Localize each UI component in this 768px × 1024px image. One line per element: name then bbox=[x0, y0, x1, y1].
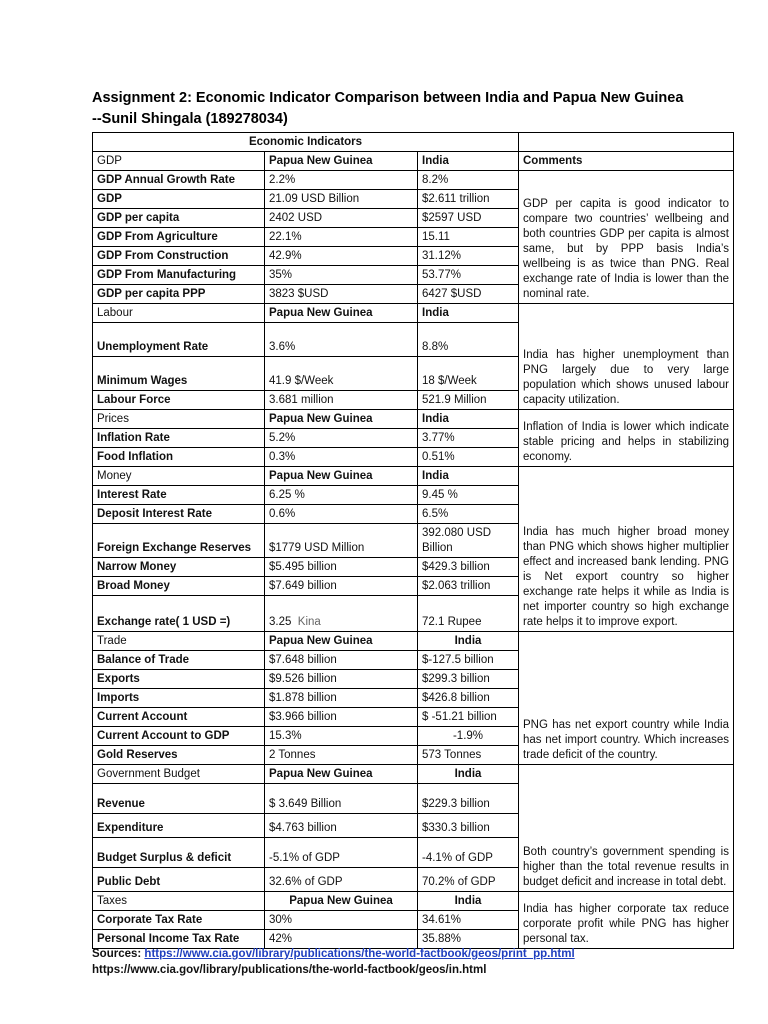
section-header-labour bbox=[93, 304, 734, 323]
economic-indicators-header: Economic Indicators bbox=[93, 133, 519, 152]
row-label: Revenue bbox=[93, 784, 265, 814]
comment-taxes: India has higher corporate tax reduce corporate profit while PNG has higher personal tax. bbox=[519, 892, 734, 949]
png-value bbox=[265, 596, 418, 632]
comment-gdp: GDP per capita is good indicator to compare two countries’ wellbeing and both countries GDP per capita is almost same, but by PPP basis India’s wellbeing is as twice than PNG. Real exchange rate of India is lower than the nominal rate. bbox=[519, 171, 734, 304]
png-header: Papua New Guinea bbox=[265, 467, 418, 486]
row-label: GDP From Agriculture bbox=[93, 228, 265, 247]
sources-block bbox=[92, 946, 752, 978]
row-label: Corporate Tax Rate bbox=[93, 911, 265, 930]
row-label: Deposit Interest Rate bbox=[93, 505, 265, 524]
section-header-money bbox=[93, 467, 734, 486]
india-value: 8.2% bbox=[418, 171, 519, 190]
india-value: 72.1 Rupee bbox=[418, 596, 519, 632]
png-value: 3.6% bbox=[265, 323, 418, 357]
png-header: Papua New Guinea bbox=[265, 892, 418, 911]
row-label: Current Account bbox=[93, 708, 265, 727]
row-label: Balance of Trade bbox=[93, 651, 265, 670]
india-value: 3.77% bbox=[418, 429, 519, 448]
row-label: Interest Rate bbox=[93, 486, 265, 505]
row-label: GDP bbox=[93, 190, 265, 209]
comment-labour: India has higher unemployment than PNG largely due to very large population which shows unused labour capacity utilization. bbox=[519, 304, 734, 410]
png-value: 32.6% of GDP bbox=[265, 868, 418, 892]
png-value: $4.763 billion bbox=[265, 814, 418, 838]
png-value: 22.1% bbox=[265, 228, 418, 247]
document-title: Assignment 2: Economic Indicator Comparison between India and Papua New Guinea --Sunil Shingala (189278034) bbox=[92, 90, 684, 127]
row-label: Public Debt bbox=[93, 868, 265, 892]
png-value: 2402 USD bbox=[265, 209, 418, 228]
india-value: 521.9 Million bbox=[418, 391, 519, 410]
india-value: -4.1% of GDP bbox=[418, 838, 519, 868]
india-header: India bbox=[418, 765, 519, 784]
png-value: 42.9% bbox=[265, 247, 418, 266]
png-header: Papua New Guinea bbox=[265, 410, 418, 429]
png-value: 5.2% bbox=[265, 429, 418, 448]
india-value: 6427 $USD bbox=[418, 285, 519, 304]
row-label: Narrow Money bbox=[93, 558, 265, 577]
png-value: 2.2% bbox=[265, 171, 418, 190]
row-label: Exports bbox=[93, 670, 265, 689]
india-value: 35.88% bbox=[418, 930, 519, 949]
png-value: $9.526 billion bbox=[265, 670, 418, 689]
section-label-labour: Labour bbox=[93, 304, 265, 323]
png-header: Papua New Guinea bbox=[265, 152, 418, 171]
india-value: 31.12% bbox=[418, 247, 519, 266]
row-label: GDP From Manufacturing bbox=[93, 266, 265, 285]
table-row bbox=[93, 171, 734, 190]
section-label-trade: Trade bbox=[93, 632, 265, 651]
row-label: Gold Reserves bbox=[93, 746, 265, 765]
section-header-gdp bbox=[93, 152, 734, 171]
row-label: Unemployment Rate bbox=[93, 323, 265, 357]
png-value: 21.09 USD Billion bbox=[265, 190, 418, 209]
row-label: Minimum Wages bbox=[93, 357, 265, 391]
india-value: 0.51% bbox=[418, 448, 519, 467]
india-value: 34.61% bbox=[418, 911, 519, 930]
india-value: $2.063 trillion bbox=[418, 577, 519, 596]
comment-prices: Inflation of India is lower which indicate stable pricing and helps in stabilizing economy. bbox=[519, 410, 734, 467]
png-value: $1.878 billion bbox=[265, 689, 418, 708]
section-label-gdp: GDP bbox=[93, 152, 265, 171]
png-value: $3.966 billion bbox=[265, 708, 418, 727]
india-header: India bbox=[418, 632, 519, 651]
png-currency-unit: Kina bbox=[297, 616, 321, 628]
png-value: 0.3% bbox=[265, 448, 418, 467]
india-value: $229.3 billion bbox=[418, 784, 519, 814]
india-value: 18 $/Week bbox=[418, 357, 519, 391]
png-value: 41.9 $/Week bbox=[265, 357, 418, 391]
png-value: $7.649 billion bbox=[265, 577, 418, 596]
section-label-prices: Prices bbox=[93, 410, 265, 429]
png-value: $ 3.649 Billion bbox=[265, 784, 418, 814]
comments-header: Comments bbox=[519, 152, 734, 171]
india-value: $-127.5 billion bbox=[418, 651, 519, 670]
india-value: $2.611 trillion bbox=[418, 190, 519, 209]
india-value: 8.8% bbox=[418, 323, 519, 357]
india-value: 53.77% bbox=[418, 266, 519, 285]
india-header: India bbox=[418, 304, 519, 323]
india-value: 392.080 USD Billion bbox=[418, 524, 519, 558]
row-label: Personal Income Tax Rate bbox=[93, 930, 265, 949]
png-value: -5.1% of GDP bbox=[265, 838, 418, 868]
section-label-money: Money bbox=[93, 467, 265, 486]
sources-line-1 bbox=[92, 946, 752, 962]
png-value: 3823 $USD bbox=[265, 285, 418, 304]
india-value: $429.3 billion bbox=[418, 558, 519, 577]
png-value: 3.681 million bbox=[265, 391, 418, 410]
row-label: Labour Force bbox=[93, 391, 265, 410]
row-label: Food Inflation bbox=[93, 448, 265, 467]
india-value: 70.2% of GDP bbox=[418, 868, 519, 892]
india-header: India bbox=[418, 152, 519, 171]
row-label: Budget Surplus & deficit bbox=[93, 838, 265, 868]
comment-trade: PNG has net export country while India has net import country. Which increases trade deficit of the country. bbox=[519, 632, 734, 765]
section-header-budget bbox=[93, 765, 734, 784]
png-value: 42% bbox=[265, 930, 418, 949]
png-header: Papua New Guinea bbox=[265, 632, 418, 651]
row-label: GDP Annual Growth Rate bbox=[93, 171, 265, 190]
png-header: Papua New Guinea bbox=[265, 304, 418, 323]
section-label-budget: Government Budget bbox=[93, 765, 265, 784]
row-label: Foreign Exchange Reserves bbox=[93, 524, 265, 558]
source-link-png[interactable]: https://www.cia.gov/library/publications/the-world-factbook/geos/print_pp.html bbox=[144, 948, 575, 960]
row-label: Inflation Rate bbox=[93, 429, 265, 448]
section-header-taxes bbox=[93, 892, 734, 911]
india-value: 6.5% bbox=[418, 505, 519, 524]
row-label: GDP per capita PPP bbox=[93, 285, 265, 304]
india-header: India bbox=[418, 892, 519, 911]
png-value: $1779 USD Million bbox=[265, 524, 418, 558]
india-value: $299.3 billion bbox=[418, 670, 519, 689]
india-value: -1.9% bbox=[418, 727, 519, 746]
png-value: $7.648 billion bbox=[265, 651, 418, 670]
row-label: Exchange rate( 1 USD =) bbox=[93, 596, 265, 632]
india-value: 573 Tonnes bbox=[418, 746, 519, 765]
png-value: 0.6% bbox=[265, 505, 418, 524]
png-value: 2 Tonnes bbox=[265, 746, 418, 765]
row-label: Current Account to GDP bbox=[93, 727, 265, 746]
india-header: India bbox=[418, 410, 519, 429]
india-value: $ -51.21 billion bbox=[418, 708, 519, 727]
row-label: Expenditure bbox=[93, 814, 265, 838]
india-value: $330.3 billion bbox=[418, 814, 519, 838]
section-header-trade bbox=[93, 632, 734, 651]
png-value: 35% bbox=[265, 266, 418, 285]
row-label: Broad Money bbox=[93, 577, 265, 596]
png-value: 15.3% bbox=[265, 727, 418, 746]
sources-label: Sources: bbox=[92, 948, 142, 960]
row-label: GDP From Construction bbox=[93, 247, 265, 266]
row-label: Imports bbox=[93, 689, 265, 708]
png-value: 6.25 % bbox=[265, 486, 418, 505]
comment-budget: Both country’s government spending is higher than the total revenue results in budget deficit and increase in total debt. bbox=[519, 765, 734, 892]
india-value: 9.45 % bbox=[418, 486, 519, 505]
india-value: $426.8 billion bbox=[418, 689, 519, 708]
png-exchange-value: 3.25 bbox=[269, 616, 292, 628]
india-value: $2597 USD bbox=[418, 209, 519, 228]
png-header: Papua New Guinea bbox=[265, 765, 418, 784]
economic-indicators-table bbox=[92, 132, 734, 949]
row-label: GDP per capita bbox=[93, 209, 265, 228]
png-value: $5.495 billion bbox=[265, 558, 418, 577]
png-value: 30% bbox=[265, 911, 418, 930]
india-value: 15.11 bbox=[418, 228, 519, 247]
sources-line-2: https://www.cia.gov/library/publications/the-world-factbook/geos/in.html bbox=[92, 964, 487, 976]
section-label-taxes: Taxes bbox=[93, 892, 265, 911]
section-header-prices bbox=[93, 410, 734, 429]
india-header: India bbox=[418, 467, 519, 486]
table-header-row bbox=[93, 133, 734, 152]
comment-money: India has much higher broad money than PNG which shows higher multiplier effect and increased bank lending. PNG is Net export country so higher exchange rate helps it while as India is net importer country so high exchange rate helps it to improve export. bbox=[519, 467, 734, 632]
